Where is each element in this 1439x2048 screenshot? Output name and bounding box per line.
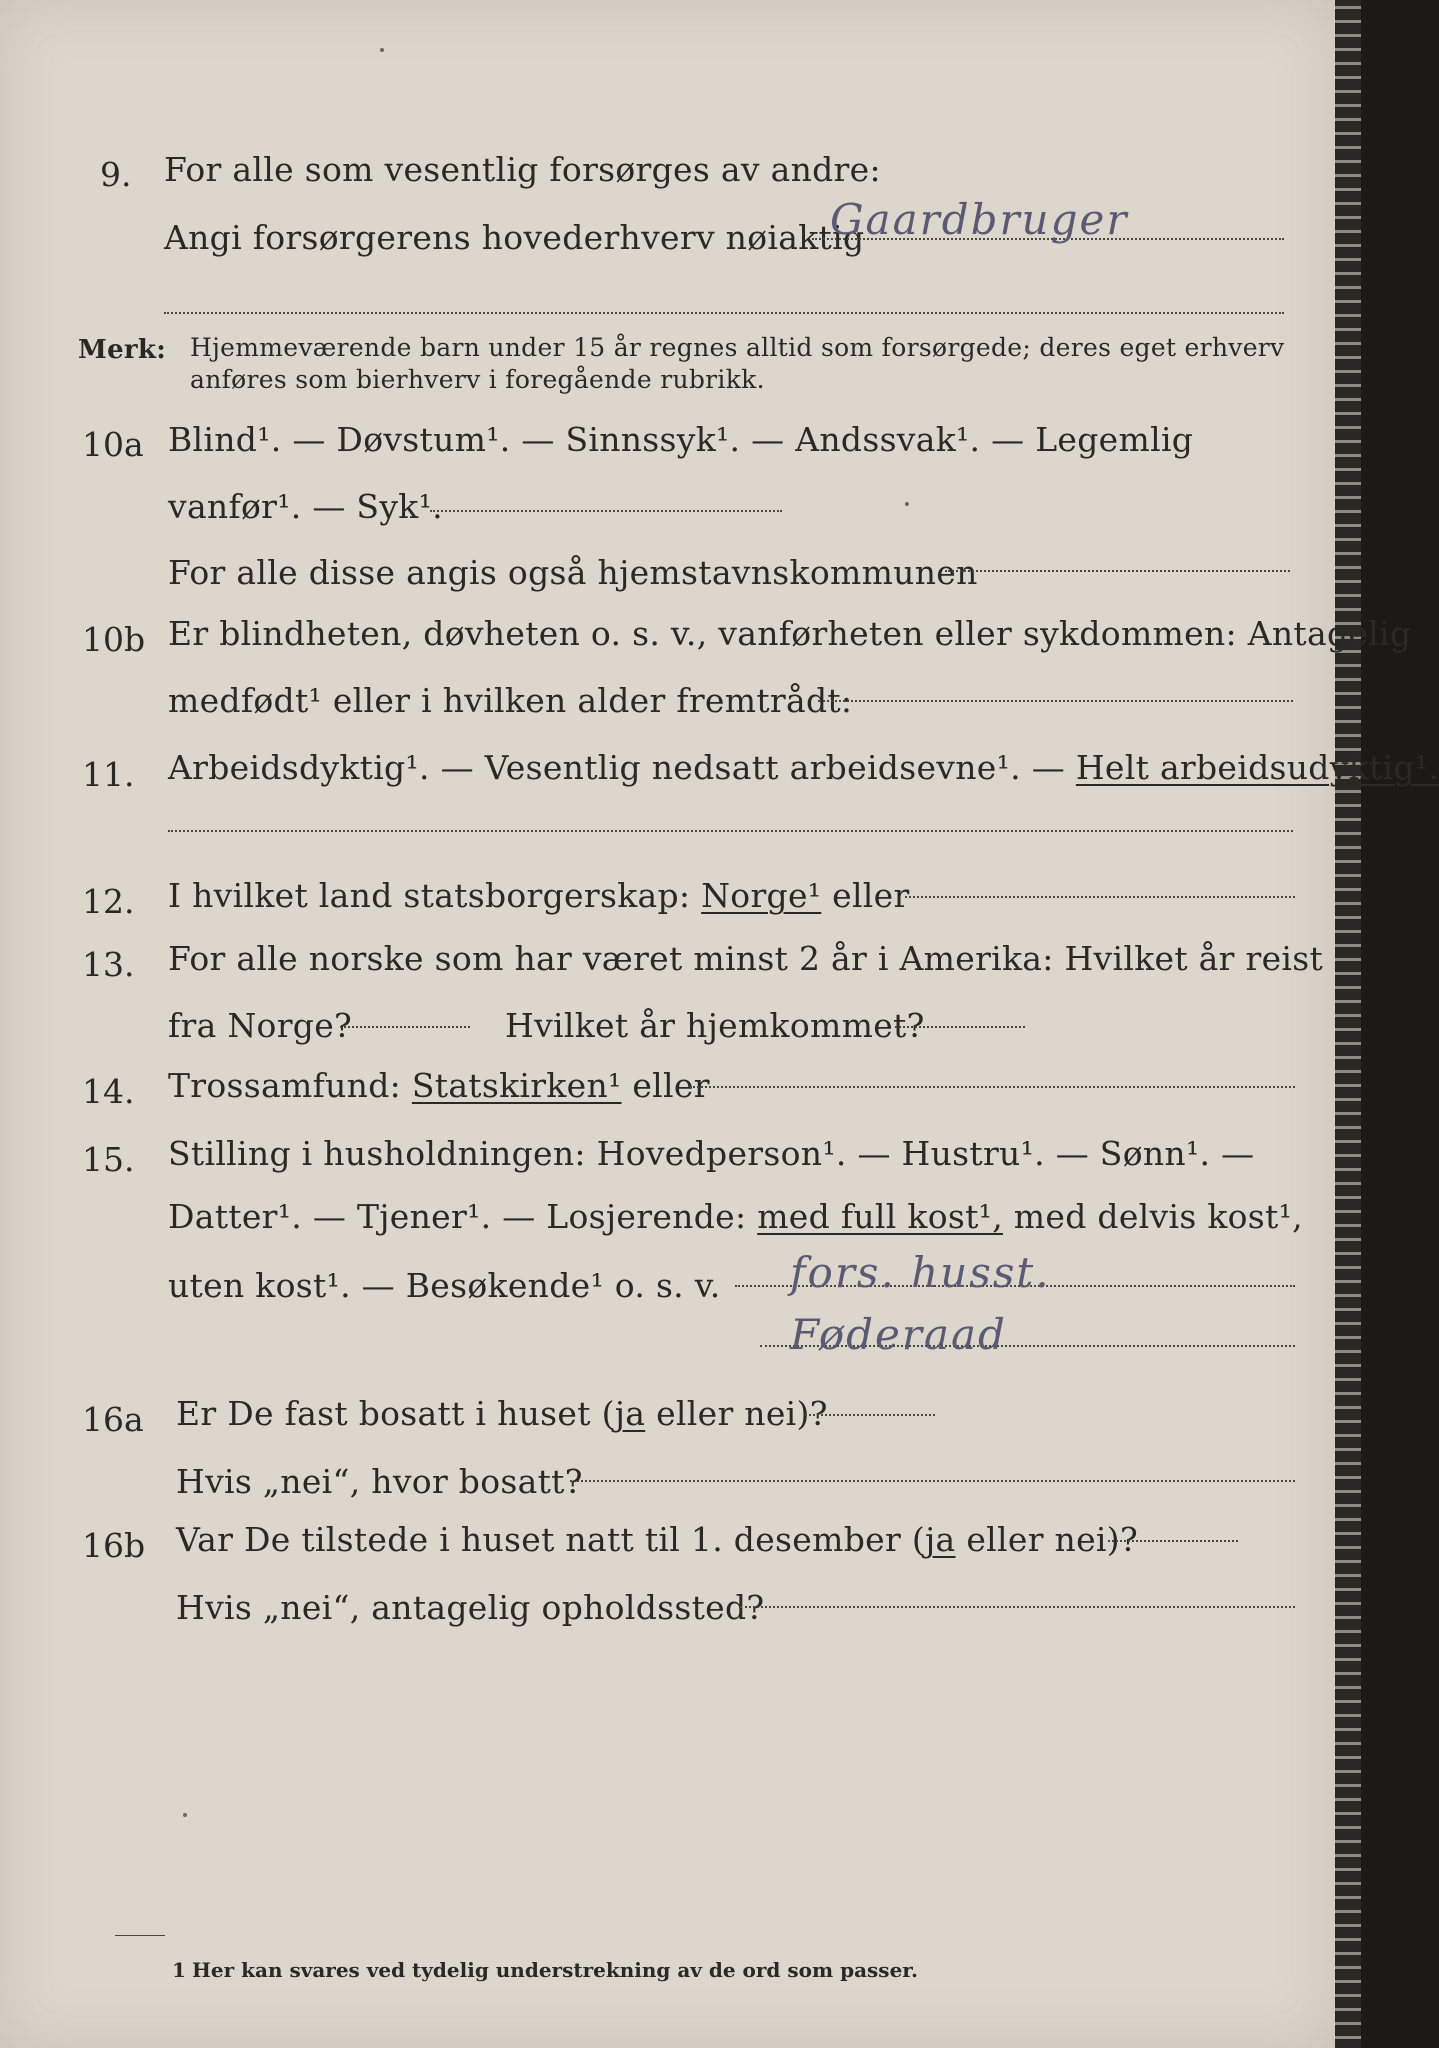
q10a-number: 10a: [82, 425, 144, 464]
q11-underlined-answer: Helt arbeidsudyktig¹.: [1075, 748, 1439, 787]
q16a-answer-line: [805, 1414, 935, 1416]
q9-line1: For alle som vesentlig forsørges av andre:: [164, 150, 881, 189]
q16b-underlined-answer: ja: [925, 1520, 956, 1559]
q15-underlined-answer: med full kost¹,: [757, 1197, 1003, 1236]
footnote-rule: [115, 1935, 165, 1936]
q13-hjemkommet-line: [895, 1026, 1025, 1028]
q13-reist-line: [340, 1026, 470, 1028]
q11-text: [168, 748, 1439, 787]
q12-eller: eller: [832, 876, 910, 915]
q14-question: Trossamfund:: [168, 1066, 402, 1105]
q14-answer-line: [690, 1086, 1295, 1088]
q12-answer-line: [905, 896, 1295, 898]
q16a-number: 16a: [82, 1400, 144, 1439]
q16b-line1: [176, 1520, 1138, 1559]
q10a-kommune-line: [945, 570, 1290, 572]
q16b-opholdssted-line: [740, 1606, 1295, 1608]
q16a-line1a: Er De fast bosatt i huset (: [176, 1394, 615, 1433]
q10b-line1: Er blindheten, døvheten o. s. v., vanførheten eller sykdommen: Antagelig: [168, 614, 1412, 653]
q9-extra-line: [164, 312, 1284, 314]
q11-number: 11.: [82, 755, 135, 794]
q10b-answer-line: [818, 700, 1293, 702]
q9-line2: Angi forsørgerens hovederhverv nøiaktig: [164, 218, 865, 257]
q10b-line2: medfødt¹ eller i hvilken alder fremtrådt:: [168, 681, 853, 720]
q14-text: [168, 1066, 710, 1105]
q16b-number: 16b: [82, 1526, 146, 1565]
q13-line2b: Hvilket år hjemkommet?: [505, 1006, 925, 1045]
q16b-answer-line: [1108, 1540, 1238, 1542]
merk-line1: Hjemmeværende barn under 15 år regnes alltid som forsørgede; deres eget erhverv: [190, 333, 1285, 362]
q12-question: I hvilket land statsborgerskap:: [168, 876, 691, 915]
q12-number: 12.: [82, 882, 135, 921]
q13-line1: For alle norske som har været minst 2 år i Amerika: Hvilket år reist: [168, 939, 1324, 978]
q11-extra-line: [168, 830, 1293, 832]
footnote-text: Her kan svares ved tydelig understrekning av de ord som passer.: [192, 1958, 918, 1982]
q10a-line2: vanfør¹. — Syk¹.: [168, 487, 443, 526]
q14-eller: eller: [632, 1066, 710, 1105]
q15-line2: [168, 1197, 1303, 1236]
q15-line1: Stilling i husholdningen: Hovedperson¹. — Hustru¹. — Sønn¹. —: [168, 1134, 1255, 1173]
q15-number: 15.: [82, 1140, 135, 1179]
q16a-line1b: eller nei)?: [645, 1394, 828, 1433]
footnote-mark: 1: [172, 1958, 186, 1982]
speck: [905, 502, 909, 506]
q15-handwritten-answer2: Føderaad: [790, 1310, 1007, 1359]
q15-line2a: Datter¹. — Tjener¹. — Losjerende:: [168, 1197, 747, 1236]
q13-line2a: fra Norge?: [168, 1006, 353, 1045]
q16a-line2: Hvis „nei“, hvor bosatt?: [176, 1462, 583, 1501]
q14-underlined-answer: Statskirken¹: [411, 1066, 622, 1105]
q12-text: [168, 876, 910, 915]
q15-handwritten-answer1: fors. husst.: [790, 1248, 1051, 1297]
q12-underlined-answer: Norge¹: [701, 876, 822, 915]
q16a-underlined-answer: ja: [614, 1394, 646, 1433]
merk-label: Merk:: [78, 335, 167, 365]
q14-number: 14.: [82, 1072, 135, 1111]
q10a-syk-line: [430, 510, 782, 512]
scan-edge: [1335, 0, 1361, 2048]
q11-options: Arbeidsdyktig¹. — Vesentlig nedsatt arbeidsevne¹. —: [168, 748, 1066, 787]
merk-line2: anføres som bierhverv i foregående rubrikk.: [190, 365, 765, 394]
q10a-line3: For alle disse angis også hjemstavnskommunen: [168, 553, 978, 592]
q15-line3: uten kost¹. — Besøkende¹ o. s. v.: [168, 1266, 721, 1305]
q16b-line1b: eller nei)?: [955, 1520, 1138, 1559]
speck: [183, 1813, 187, 1817]
q10b-number: 10b: [82, 620, 146, 659]
q16a-bosatt-line: [570, 1480, 1295, 1482]
q10a-line1: Blind¹. — Døvstum¹. — Sinnssyk¹. — Andssvak¹. — Legemlig: [168, 420, 1194, 459]
q9-number: 9.: [100, 155, 132, 194]
q16a-line1: [176, 1394, 828, 1433]
q13-number: 13.: [82, 945, 135, 984]
q15-line2b: med delvis kost¹,: [1013, 1197, 1303, 1236]
q16b-line1a: Var De tilstede i huset natt til 1. desember (: [176, 1520, 926, 1559]
q16b-line2: Hvis „nei“, antagelig opholdssted?: [176, 1588, 765, 1627]
speck: [380, 48, 384, 52]
q9-handwritten-answer: Gaardbruger: [830, 195, 1129, 244]
